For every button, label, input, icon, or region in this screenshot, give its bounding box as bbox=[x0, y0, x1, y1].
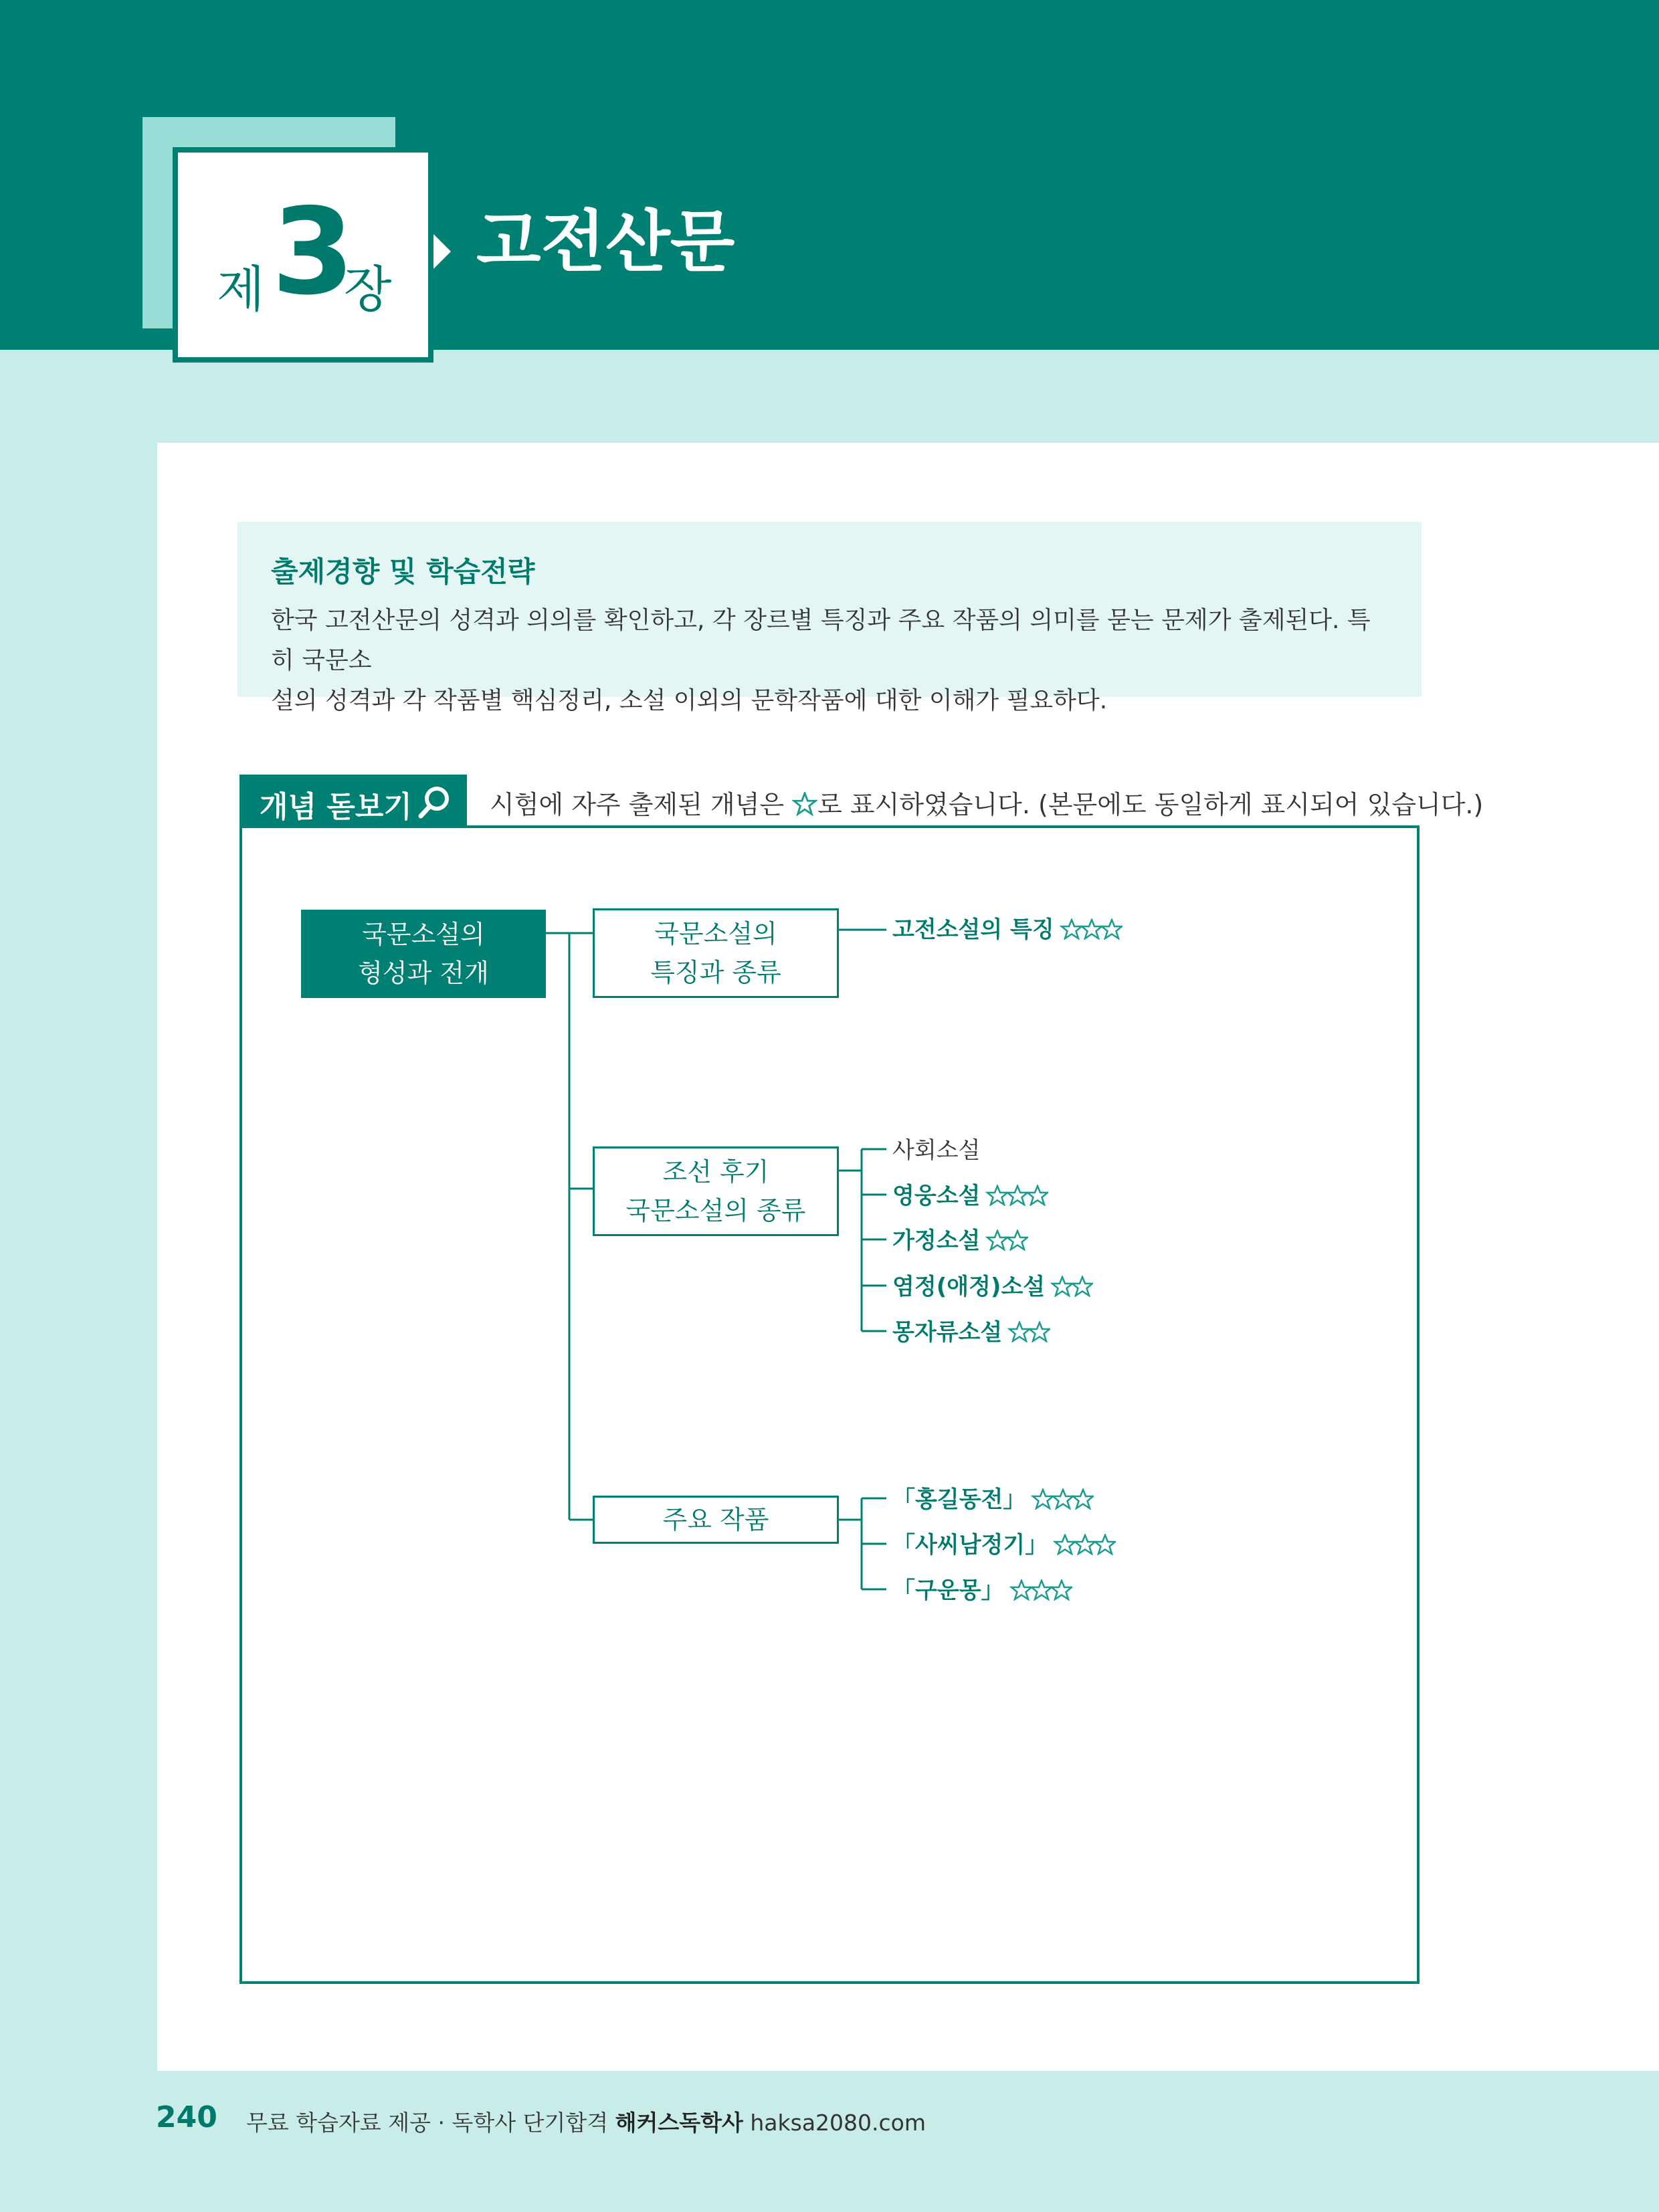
rating-stars-icon bbox=[1053, 1534, 1116, 1555]
magnifier-icon bbox=[417, 784, 453, 820]
star-icon bbox=[1009, 1322, 1030, 1341]
leaf-item bbox=[892, 1532, 1116, 1559]
footer-url: haksa2080.com bbox=[743, 2110, 926, 2136]
branch-node-works bbox=[593, 1496, 839, 1544]
star-icon bbox=[1052, 1581, 1072, 1599]
rating-stars-icon bbox=[1009, 1579, 1072, 1601]
leaf-item bbox=[892, 1274, 1093, 1300]
star-icon bbox=[1007, 1186, 1028, 1205]
branch-line-2: 국문소설의 종류 bbox=[625, 1196, 806, 1225]
leaf-label: 사회소설 bbox=[892, 1137, 981, 1164]
chapter-title: 고전산문 bbox=[476, 203, 735, 281]
rating-stars-icon bbox=[1007, 1321, 1050, 1342]
leaf-label: 고전소설의 특징 bbox=[892, 916, 1054, 943]
star-icon bbox=[1073, 1490, 1093, 1508]
root-line-2: 형성과 전개 bbox=[358, 959, 489, 988]
branch-line-1: 국문소설의 bbox=[654, 919, 777, 948]
concept-frame bbox=[239, 825, 1420, 1984]
concept-tab-label: 개념 돋보기 bbox=[260, 790, 412, 824]
footer-text bbox=[246, 2106, 926, 2137]
strategy-line-1: 한국 고전산문의 성격과 의의를 확인하고, 각 장르별 특징과 주요 작품의 의미를 묻는 문제가 출제된다. 특히 국문소 bbox=[271, 607, 1371, 674]
leaf-item bbox=[892, 1227, 1028, 1254]
footer-label: 무료 학습자료 제공 · 독학사 단기합격 bbox=[246, 2110, 615, 2136]
rating-stars-icon bbox=[1031, 1488, 1094, 1510]
star-icon bbox=[1028, 1186, 1048, 1205]
root-node bbox=[301, 910, 546, 998]
star-icon bbox=[1030, 1322, 1050, 1341]
rating-stars-icon bbox=[985, 1185, 1048, 1206]
star-icon bbox=[1075, 1535, 1095, 1554]
star-icon bbox=[1053, 1490, 1073, 1508]
chapter-number: 3 bbox=[272, 183, 355, 321]
star-icon bbox=[1095, 1535, 1115, 1554]
chapter-prefix: 제 bbox=[217, 261, 265, 318]
branch-line-2: 특징과 종류 bbox=[650, 958, 781, 987]
star-icon bbox=[1102, 920, 1122, 938]
leaf-label: 영웅소설 bbox=[892, 1183, 981, 1209]
star-icon bbox=[1032, 1581, 1052, 1599]
star-icon bbox=[792, 792, 817, 816]
page-number: 240 bbox=[156, 2100, 217, 2134]
star-icon bbox=[1055, 1535, 1075, 1554]
strategy-body bbox=[271, 601, 1392, 721]
leaf-label: 「사씨남정기」 bbox=[892, 1532, 1048, 1559]
star-icon bbox=[1082, 920, 1102, 938]
chapter-badge bbox=[173, 147, 433, 363]
star-icon bbox=[987, 1231, 1007, 1249]
leaf-item bbox=[892, 1319, 1050, 1346]
concept-tab bbox=[239, 775, 467, 827]
branch-line-1: 조선 후기 bbox=[662, 1157, 769, 1187]
star-icon bbox=[1033, 1490, 1053, 1508]
branch-node-features bbox=[593, 908, 839, 998]
star-icon bbox=[1011, 1581, 1032, 1599]
strategy-line-2: 설의 성격과 각 작품별 핵심정리, 소설 이외의 문학작품에 대한 이해가 필요하다. bbox=[271, 687, 1108, 714]
chapter-suffix: 장 bbox=[344, 261, 392, 318]
branch-node-types bbox=[593, 1146, 839, 1236]
leaf-item bbox=[892, 916, 1123, 943]
leaf-label: 「홍길동전」 bbox=[892, 1486, 1026, 1513]
badge-arrow-icon bbox=[433, 234, 451, 269]
branch-line-1: 주요 작품 bbox=[662, 1505, 769, 1534]
concept-note-before: 시험에 자주 출제된 개념은 bbox=[490, 790, 793, 819]
concept-note-after: 로 표시하였습니다. (본문에도 동일하게 표시되어 있습니다.) bbox=[817, 790, 1484, 819]
concept-note bbox=[490, 784, 1483, 821]
rating-stars-icon bbox=[1060, 918, 1123, 940]
rating-stars-icon bbox=[985, 1229, 1028, 1251]
leaf-label: 가정소설 bbox=[892, 1227, 981, 1254]
strategy-box bbox=[237, 522, 1422, 714]
star-icon bbox=[1062, 920, 1082, 938]
root-line-1: 국문소설의 bbox=[362, 920, 485, 949]
leaf-item bbox=[892, 1137, 980, 1164]
leaf-label: 염정(애정)소설 bbox=[892, 1274, 1046, 1300]
leaf-label: 몽자류소설 bbox=[892, 1319, 1003, 1346]
footer-brand: 해커스독학사 bbox=[615, 2110, 743, 2136]
leaf-item bbox=[892, 1183, 1048, 1209]
leaf-label: 「구운몽」 bbox=[892, 1577, 1004, 1604]
leaf-item bbox=[892, 1486, 1094, 1513]
strategy-title: 출제경향 및 학습전략 bbox=[271, 555, 535, 588]
star-icon bbox=[1052, 1277, 1072, 1296]
rating-stars-icon bbox=[1050, 1276, 1093, 1297]
star-icon bbox=[987, 1186, 1007, 1205]
leaf-item bbox=[892, 1577, 1072, 1604]
star-icon bbox=[1072, 1277, 1092, 1296]
star-icon bbox=[1007, 1231, 1028, 1249]
